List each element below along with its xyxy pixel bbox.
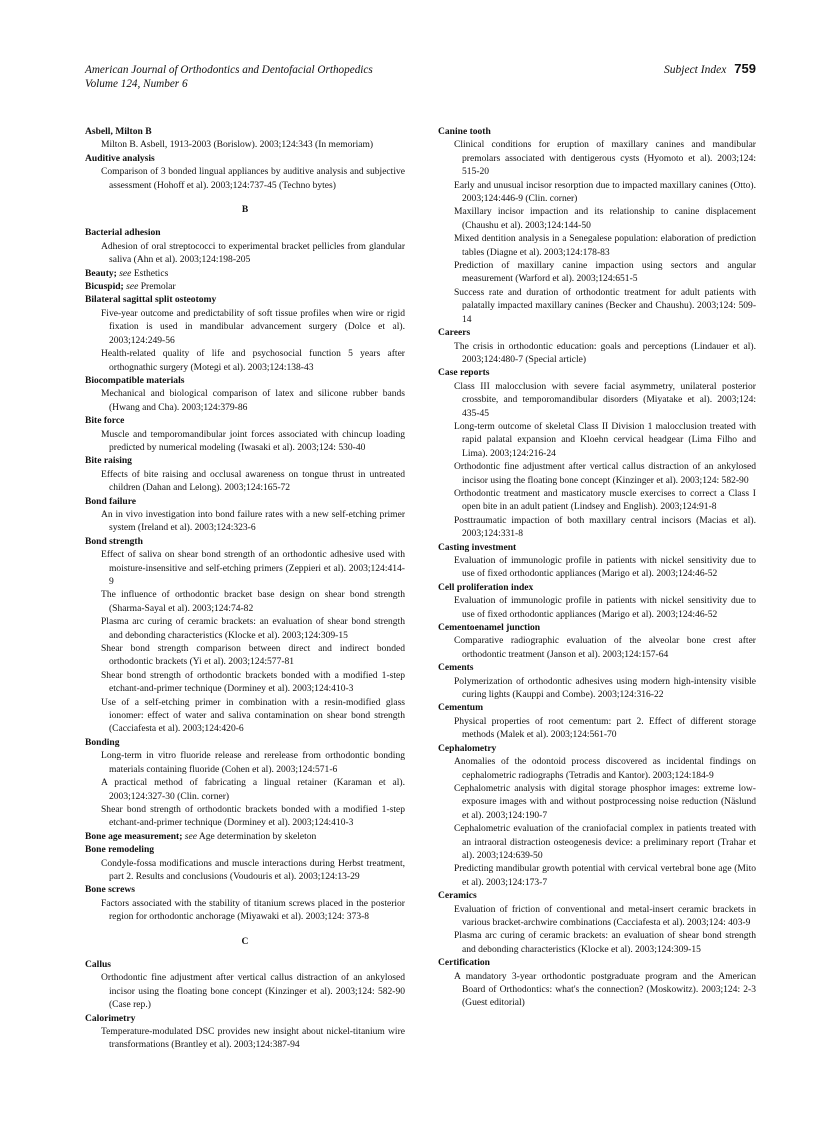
entry-reference: Plasma arc curing of ceramic brackets: an evaluation of shear bond strength and debonding characteristics (Klocke et al). 2003;124:309-15 [454, 930, 756, 955]
entry-heading [438, 581, 756, 594]
index-entry [85, 293, 405, 373]
entry-heading [438, 326, 756, 339]
entry-reference: Physical properties of root cementum: part 2. Effect of different storage methods (Malek et al). 2003;124:561-70 [454, 715, 756, 741]
index-entry [438, 889, 756, 956]
index-entry [438, 581, 756, 621]
entry-term: Cements [438, 662, 474, 674]
journal-volume: Volume 124, Number 6 [85, 78, 188, 90]
running-header-journal [85, 63, 373, 91]
entry-reference: Predicting mandibular growth potential with cervical vertebral bone age (Mito et al). 2003;124:173-7 [454, 863, 756, 888]
index-entry [438, 125, 756, 326]
entry-term: Bite force [85, 415, 125, 427]
entry-heading [85, 374, 405, 387]
entry-term: Calorimetry [85, 1012, 136, 1024]
index-entry [85, 374, 405, 414]
entry-term: Cell proliferation index [438, 581, 534, 593]
entry-heading [85, 830, 405, 843]
index-entry [85, 414, 405, 454]
entry-term: Auditive analysis [85, 152, 155, 164]
index-entry [438, 742, 756, 889]
entry-term: Cephalometry [438, 742, 497, 754]
entry-reference: Long-term outcome of skeletal Class II Division 1 malocclusion treated with rapid palatal expansion and Kloehn cervical headgear (Lima Filho and Lima). 2003;124:216-24 [454, 420, 756, 459]
entry-reference: Effects of bite raising and occlusal awareness on tongue thrust in untreated children (Dahan and Lelong). 2003;124:165-72 [101, 468, 405, 494]
entry-heading [85, 883, 405, 896]
entry-term: Bond strength [85, 535, 143, 547]
entry-reference: Condyle-fossa modifications and muscle interactions during Herbst treatment, part 2. Results and conclusions (Voudouris et al). 2003;124:13-29 [101, 857, 405, 882]
entry-reference: The influence of orthodontic bracket base design on shear bond strength (Sharma-Sayal et al). 2003;124:74-82 [101, 589, 405, 614]
index-entry [85, 125, 405, 152]
entry-term: Bilateral sagittal split osteotomy [85, 294, 217, 306]
entry-reference: Posttraumatic impaction of both maxillary central incisors (Macias et al). 2003;124:331-8 [454, 514, 756, 540]
index-entry [438, 541, 756, 581]
entry-reference: Adhesion of oral streptococci to experimental bracket pellicles from glandular saliva (Ahn et al). 2003;124:198-205 [101, 240, 405, 266]
entry-heading [85, 280, 405, 293]
see-target: Esthetics [133, 267, 169, 279]
entry-reference: Polymerization of orthodontic adhesives using modern high-intensity visible curing lights (Kauppi and Combe). 2003;124:316-22 [454, 675, 756, 701]
entry-reference: Five-year outcome and predictability of soft tissue profiles when wire or rigid fixation is used in mandibular advancement surgery (Dolce et al). 2003;124:249-56 [101, 307, 405, 346]
index-entry [85, 883, 405, 923]
entry-reference: Maxillary incisor impaction and its relationship to canine displacement (Chaushu et al). 2003;124:144-50 [454, 206, 756, 231]
entry-reference: Temperature-modulated DSC provides new insight about nickel-titanium wire transformations (Brantley et al). 2003;124:387-94 [101, 1026, 405, 1051]
entry-term: Bacterial adhesion [85, 227, 161, 239]
entry-heading [85, 267, 405, 280]
entry-term: Bond failure [85, 495, 137, 507]
entry-term: Bite raising [85, 455, 132, 467]
see-target: Premolar [140, 281, 176, 293]
entry-reference: Clinical conditions for eruption of maxillary canines and mandibular premolars associated with dentigerous cysts (Hyomoto et al). 2003;124: 515-20 [454, 139, 756, 178]
entry-reference: Comparison of 3 bonded lingual appliances by auditive analysis and subjective assessment (Hohoff et al). 2003;124:737-45 (Techno bytes) [101, 166, 405, 191]
entry-reference: An in vivo investigation into bond failure rates with a new self-etching primer system (Ireland et al). 2003;124:323-6 [101, 508, 405, 534]
index-entry [438, 326, 756, 366]
entry-term: Cementoenamel junction [438, 622, 541, 634]
entry-reference: Early and unusual incisor resorption due to impacted maxillary canines (Otto). 2003;124:446-9 (Clin. corner) [454, 179, 756, 205]
entry-reference: Factors associated with the stability of titanium screws placed in the posterior region for orthodontic anchorage (Miyawaki et al). 2003;124: 373-8 [101, 897, 405, 923]
entry-term: Careers [438, 327, 471, 339]
entry-reference: A mandatory 3-year orthodontic postgraduate program and the American Board of Orthodontics: what's the connection? (Moskowitz). 2003;124: 2-3 (Guest editorial) [454, 970, 756, 1009]
entry-reference: Use of a self-etching primer in combination with a resin-modified glass ionomer: effect of water and saliva contamination on shear bond strength (Cacciafesta et al). 2003;124:420-6 [101, 696, 405, 735]
entry-term: Bone screws [85, 884, 135, 896]
entry-reference: A practical method of fabricating a lingual retainer (Karaman et al). 2003;124:327-30 (Clin. corner) [101, 777, 405, 802]
entry-reference: Anomalies of the odontoid process discovered as incidental findings on cephalometric radiographs (Tetradis and Kantor). 2003;124:184-9 [454, 756, 756, 781]
entry-reference: Orthodontic treatment and masticatory muscle exercises to correct a Class I open bite in an adult patient (Lindsey and English). 2003;124:91-8 [454, 487, 756, 513]
entry-reference: Health-related quality of life and psychosocial function 5 years after orthognathic surgery (Motegi et al). 2003;124:138-43 [101, 348, 405, 373]
see-label: see [126, 281, 139, 293]
see-target: Age determination by skeleton [198, 830, 317, 842]
entry-term: Ceramics [438, 890, 477, 902]
entry-reference: Milton B. Asbell, 1913-2003 (Borislow). 2003;124:343 (In memoriam) [101, 139, 374, 151]
index-entry [85, 280, 405, 293]
entry-reference: Orthodontic fine adjustment after vertical callus distraction of an ankylosed incisor using the floating bone concept (Kinzinger et al). 2003;124: 582-90 [454, 461, 756, 486]
index-entry [438, 661, 756, 701]
entry-reference: Shear bond strength comparison between direct and indirect bonded orthodontic brackets (Yi et al). 2003;124:577-81 [101, 643, 405, 668]
entry-term: Certification [438, 957, 490, 969]
entry-heading [85, 736, 405, 749]
entry-heading [85, 454, 405, 467]
entry-reference: Long-term in vitro fluoride release and rerelease from orthodontic bonding materials containing fluoride (Cohen et al). 2003;124:571-6 [101, 750, 405, 775]
entry-term: Bone age measurement; [85, 830, 183, 842]
letter-heading: C [241, 935, 249, 947]
entry-heading [85, 125, 405, 138]
entry-reference: Shear bond strength of orthodontic brackets bonded with a modified 1-step etchant-and-primer technique (Dorminey et al). 2003;124:410-3 [101, 669, 405, 695]
running-header-section [664, 61, 756, 77]
entry-reference: Cephalometric analysis with digital storage phosphor images: extreme low-exposure images with and without postprocessing noise reduction (Näslund et al). 2003;124:190-7 [454, 782, 756, 821]
index-entry [85, 495, 405, 535]
entry-term: Callus [85, 958, 111, 970]
index-entry [85, 454, 405, 494]
index-entry [85, 958, 405, 1012]
entry-reference: Cephalometric evaluation of the craniofacial complex in patients treated with an intraoral distraction osteogenesis device: a preliminary report (Trahar et al). 2003;124:639-50 [454, 823, 756, 861]
entry-reference: Class III malocclusion with severe facial asymmetry, unilateral posterior crossbite, and temporomandibular disorders (Miyatake et al). 2003;124: 435-45 [454, 380, 756, 419]
entry-reference: Shear bond strength of orthodontic brackets bonded with a modified 1-step etchant-and-primer technique (Dorminey et al). 2003;124:410-3 [101, 803, 405, 829]
entry-heading [438, 661, 756, 674]
entry-reference: Effect of saliva on shear bond strength of an orthodontic adhesive used with moisture-insensitive and self-etching primers (Zeppieri et al). 2003;124:414-9 [101, 549, 405, 587]
index-entry [85, 152, 405, 192]
entry-reference: Evaluation of immunologic profile in patients with nickel sensitivity due to use of fixed orthodontic appliances (Marigo et al). 2003;124:46-52 [454, 595, 756, 620]
entry-heading [438, 956, 756, 969]
entry-reference: Success rate and duration of orthodontic treatment for adult patients with palatally impacted maxillary canines (Becker and Chaushu). 2003;124: 509-14 [454, 286, 756, 325]
see-label: see [119, 267, 132, 279]
entry-heading [438, 366, 756, 379]
index-entry [85, 535, 405, 736]
index-entry [85, 830, 405, 843]
entry-term: Bonding [85, 736, 120, 748]
entry-term: Bone remodeling [85, 844, 155, 856]
entry-heading [85, 152, 405, 165]
entry-heading [438, 889, 756, 902]
entry-heading [438, 701, 756, 714]
entry-term: Bicuspid; [85, 281, 124, 293]
index-column-right [438, 125, 756, 1010]
entry-heading [85, 414, 405, 427]
entry-heading [438, 742, 756, 755]
entry-heading [85, 293, 405, 306]
index-entry [438, 956, 756, 1010]
index-entry [438, 366, 756, 540]
index-column-left [85, 125, 405, 1052]
section-title: Subject Index [664, 64, 727, 76]
entry-term: Beauty; [85, 267, 117, 279]
entry-heading [85, 495, 405, 508]
entry-reference: Evaluation of immunologic profile in patients with nickel sensitivity due to use of fixed orthodontic appliances (Marigo et al). 2003;124:46-52 [454, 555, 756, 580]
entry-reference: Orthodontic fine adjustment after vertical callus distraction of an ankylosed incisor using the floating bone concept (Kinzinger et al). 2003;124: 582-90 (Case rep.) [101, 972, 405, 1011]
entry-heading [438, 621, 756, 634]
see-label: see [184, 830, 197, 842]
entry-reference: Evaluation of friction of conventional and metal-insert ceramic brackets in various bracket-archwire combinations (Cacciafesta et al). 2003;124: 403-9 [454, 903, 756, 928]
entry-term: Cementum [438, 702, 484, 714]
entry-heading [85, 843, 405, 856]
entry-heading [85, 1012, 405, 1025]
entry-term: Canine tooth [438, 126, 491, 137]
entry-reference: Plasma arc curing of ceramic brackets: an evaluation of shear bond strength and debonding characteristics (Klocke et al). 2003;124:309-15 [101, 616, 405, 641]
entry-term: Case reports [438, 367, 490, 379]
index-entry [85, 226, 405, 266]
entry-heading [85, 958, 405, 971]
entry-term: Casting investment [438, 541, 517, 553]
index-entry [85, 736, 405, 830]
entry-reference: The crisis in orthodontic education: goals and perceptions (Lindauer et al). 2003;124:480-7 (Special article) [454, 340, 756, 365]
entry-reference: Muscle and temporomandibular joint forces associated with chincup loading predicted by numerical modeling (Iwasaki et al). 2003;124: 530-40 [101, 428, 405, 453]
entry-reference: Mechanical and biological comparison of latex and silicone rubber bands (Hwang and Cha). 2003;124:379-86 [101, 388, 405, 413]
page-number: 759 [734, 61, 756, 76]
index-entry [438, 701, 756, 741]
entry-reference: Prediction of maxillary canine impaction using sectors and angular measurement (Warford et al). 2003;124:651-5 [454, 260, 756, 285]
entry-reference: Mixed dentition analysis in a Senegalese population: elaboration of prediction tables (Diagne et al). 2003;124:178-83 [454, 233, 756, 258]
entry-heading [85, 535, 405, 548]
entry-term: Biocompatible materials [85, 374, 185, 386]
entry-heading [85, 226, 405, 239]
index-entry [85, 267, 405, 280]
index-entry [85, 843, 405, 883]
entry-reference: Comparative radiographic evaluation of the alveolar bone crest after orthodontic treatment (Janson et al). 2003;124:157-64 [454, 635, 756, 660]
letter-heading: B [241, 204, 249, 216]
index-entry [438, 621, 756, 661]
entry-heading [438, 125, 756, 138]
entry-term: Asbell, Milton B [85, 126, 152, 137]
journal-title: American Journal of Orthodontics and Dentofacial Orthopedics [85, 64, 373, 76]
entry-heading [438, 541, 756, 554]
index-entry [85, 1012, 405, 1052]
